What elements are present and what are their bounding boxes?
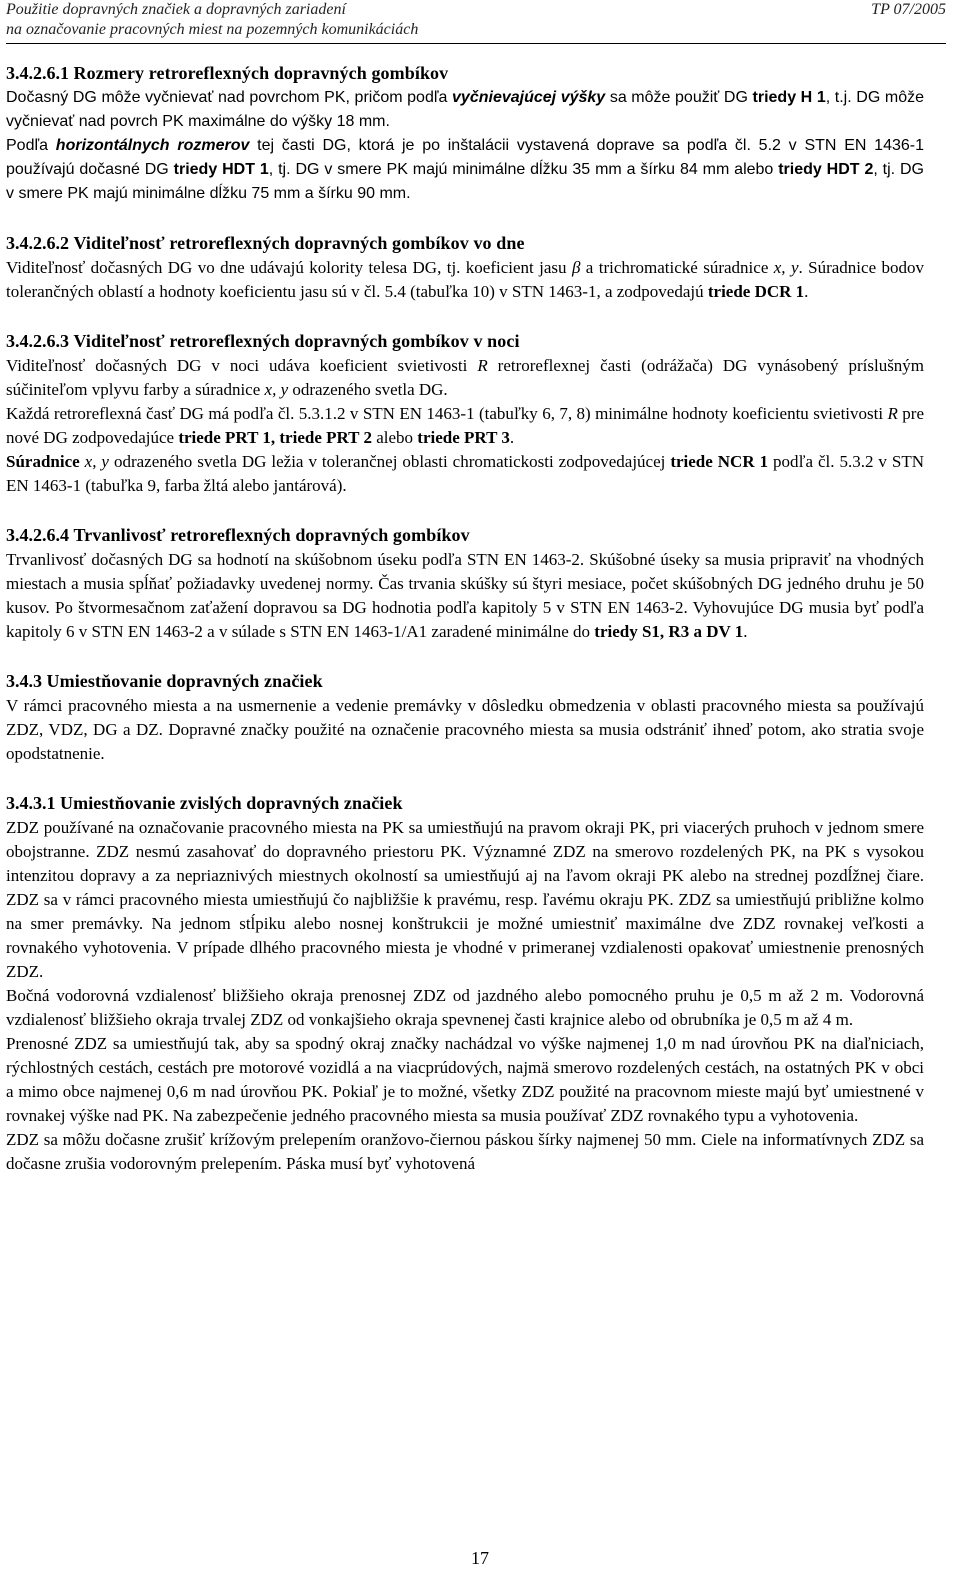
text: Viditeľnosť dočasných DG v noci udáva koeficient svietivosti [6,356,468,375]
paragraph: Prenosné ZDZ sa umiestňujú tak, aby sa spodný okraj značky nachádzal vo výške najmenej 1,0 m nad úrovňou PK na diaľniciach, rýchlostných cestách, cestách pre motorové vozidlá a na viacprúdových, najmä smerovo rozdelených cestách, na ostatných PK v obci a mimo obce najmenej 0,6 m nad úrovňou PK. Pokiaľ je to možné, všetky ZDZ použité na pracovnom mieste majú byť umiestnené v rovnakej výške nad PK. Na zabezpečenie jedného pracovného miesta sa musia používať ZDZ rovnakého typu a vyhotovenia. [6,1034,924,1125]
paragraph [6,134,924,206]
header-document-subtitle: na označovanie pracovných miest na pozemných komunikáciách [6,21,419,38]
header-document-code: TP 07/2005 [871,1,946,18]
text: Viditeľnosť dočasných DG vo dne udávajú kolority telesa DG, tj. koeficient jasu [6,258,567,277]
page-number: 17 [471,1548,489,1568]
document-body [6,60,924,1176]
class-term: triede DCR 1 [707,282,805,301]
paragraph [6,354,924,402]
section-number: 3.4.3.1 [6,793,56,813]
beta-symbol: β [571,258,581,277]
header-divider [6,43,946,44]
section-number: 3.4.2.6.1 [6,63,69,83]
text: tej časti DG, ktorá je po inštalácii vystavená doprave sa podľa čl. 5.2 v STN EN 1436-1 používajú dočasné DG [6,137,925,178]
text: sa môže použiť [609,89,720,106]
section-heading-3-4-2-6-2 [6,230,924,256]
text: alebo [376,428,414,447]
section-title: Trvanlivosť retroreflexných dopravných gombíkov [73,525,470,545]
section-title: Viditeľnosť retroreflexných dopravných gombíkov vo dne [73,233,525,253]
emphasis: Súradnice [6,452,80,471]
text: pre nové DG zodpovedajúce [6,404,925,447]
class-term: triedy HDT 1 [173,161,269,178]
text: odrazeného svetla DG. [292,380,448,399]
page-header [6,0,946,40]
class-term: triede PRT 1, triede PRT 2 [178,428,372,447]
text: , tj. DG v smere PK majú minimálne dĺžku 75 mm a šírku 90 mm. [6,161,925,202]
text: Dočasný DG môže vyčnievať nad povrchom PK, pričom podľa [6,89,448,106]
paragraph [6,548,924,644]
section-title: Umiestňovanie zvislých dopravných značiek [60,793,403,813]
class-term: triedy S1, R3 a DV 1 [594,622,744,641]
header-document-title: Použitie dopravných značiek a dopravných zariadení [6,1,346,18]
text: . [743,622,748,641]
section-heading-3-4-3-1 [6,790,924,816]
class-term: triedy HDT 2 [778,161,874,178]
paragraph: V rámci pracovného miesta a na usmernenie a vedenie premávky v dôsledku obmedzenia v oblasti pracovného miesta sa používajú ZDZ, VDZ, DG a DZ. Dopravné značky použité na označenie pracovného miesta sa musia odstrániť ihneď potom, ako stratia svoje opodstatnenie. [6,696,924,763]
paragraph [6,86,924,134]
paragraph [6,402,924,450]
text: , t.j. [825,89,852,106]
symbol-r: R [477,356,488,375]
paragraph: ZDZ sa môžu dočasne zrušiť krížovým prelepením oranžovo-čiernou páskou šírky najmenej 50 mm. Ciele na informatívnych ZDZ sa dočasne zrušia vodorovným prelepením. Páska musí byť vyhotovená [6,1130,924,1173]
text: retroreflexnej časti (odrážača) DG vynásobený príslušným súčiniteľom vplyvu farby a súradnice [6,356,925,399]
text: . [804,282,809,301]
text: DG môže vyčnievať nad povrch PK maximálne do výšky 18 mm. [6,89,925,130]
section-heading-3-4-2-6-1 [6,60,924,86]
symbol-r: R [887,404,898,423]
section-number: 3.4.2.6.2 [6,233,69,253]
coordinates-term: x, y [264,380,289,399]
emphasis: horizontálnych rozmerov [55,137,250,154]
text: a trichromatické súradnice [585,258,769,277]
text: DG [723,89,748,106]
paragraph: ZDZ používané na označovanie pracovného miesta na PK sa umiestňujú na pravom okraji PK, pri viacerých pruhoch v jednom smere obojstranne. ZDZ nesmú zasahovať do dopravného priestoru PK. Významné ZDZ na smerovo rozdelených PK, na PK s vysokou intenzitou dopravy a za nepriaznivých miestnych okolností sa umiestňujú aj na ľavom okraji PK alebo na strednej pozdĺžnej čiare. ZDZ sa v rámci pracovného miesta umiestňujú čo najbližšie k pravému, resp. ľavému okraju PK. ZDZ sa umiestňujú približne kolmo na smer premávky. Na jednom stĺpiku alebo nosnej konštrukcii je možné umiestniť maximálne dve ZDZ rovnakej veľkosti a rovnakého vyhotovenia. V prípade dlhého pracovného miesta je vhodné v primeranej vzdialenosti opakovať umiestnenie prenosných ZDZ. [6,818,924,981]
text: . [509,428,515,447]
section-heading-3-4-3 [6,668,924,694]
section-title: Viditeľnosť retroreflexných dopravných gombíkov v noci [73,331,520,351]
coordinates-term: x, y [773,258,799,277]
text: Podľa [6,137,49,154]
section-heading-3-4-2-6-3 [6,328,924,354]
text: Trvanlivosť dočasných DG sa hodnotí na skúšobnom úseku podľa STN EN 1463-2. Skúšobné úseky sa musia pripraviť na vhodných miestach a musia spĺňať požiadavky uvedenej normy. Čas trvania skúšky sú štyri mesiace, počet skúšobných DG jedného druhu je 50 kusov. Po štvormesačnom zaťažení dopravou sa DG hodnotia podľa kapitoly 5 v STN EN 1463-2. Vyhovujúce DG musia byť podľa kapitoly 6 v STN EN 1463-2 a v súlade s STN EN 1463-1/A1 zaradené minimálne do [6,550,924,641]
emphasis: vyčnievajúcej výšky [452,89,606,106]
section-heading-3-4-2-6-4 [6,522,924,548]
text: odrazeného svetla DG ležia v tolerančnej oblasti chromatickosti zodpovedajúcej [113,452,666,471]
class-term: triedy H 1 [752,89,826,106]
class-term: triede NCR 1 [670,452,769,471]
paragraph [6,256,924,304]
text: . Súradnice bodov tolerančných oblastí a hodnoty koeficientu jasu sú v čl. 5.4 (tabuľka 10) v STN 1463-1, a zodpovedajú [6,258,924,301]
section-number: 3.4.2.6.3 [6,331,69,351]
paragraph: Bočná vodorovná vzdialenosť bližšieho okraja prenosnej ZDZ od jazdného alebo pomocného pruhu je 0,5 m až 2 m. Vodorovná vzdialenosť bližšieho okraja trvalej ZDZ od vonkajšieho okraja spevnenej časti krajnice alebo od obrubníka je 0,5 m až 4 m. [6,986,924,1029]
coordinates-term: x, y [84,452,109,471]
text: , tj. DG v smere PK majú minimálne dĺžku 35 mm a šírku 84 mm alebo [268,161,774,178]
text: Každá retroreflexná časť DG má podľa čl. 5.3.1.2 v STN EN 1463-1 (tabuľky 6, 7, 8) minimálne hodnoty koeficientu svietivosti [6,404,884,423]
section-title: Umiestňovanie dopravných značiek [46,671,323,691]
section-number: 3.4.2.6.4 [6,525,69,545]
section-title: Rozmery retroreflexných dopravných gombíkov [73,63,449,83]
paragraph [6,450,924,498]
class-term: triede PRT 3 [417,428,510,447]
text: podľa čl. 5.3.2 v STN EN 1463-1 (tabuľka 9, farba žltá alebo jantárová). [6,452,925,495]
section-number: 3.4.3 [6,671,42,691]
